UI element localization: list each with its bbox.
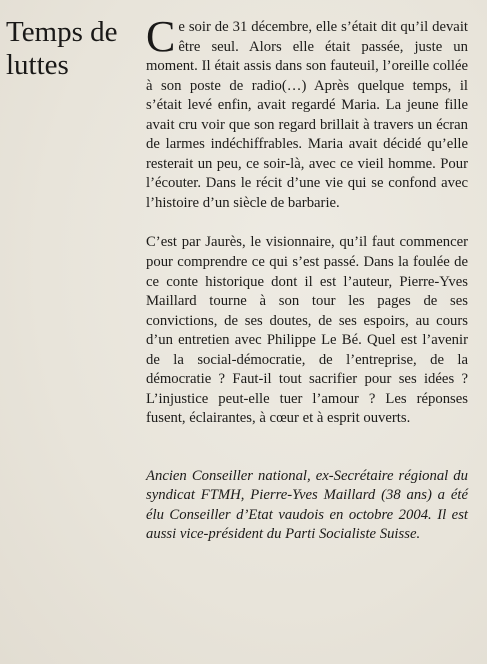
book-title: Temps de luttes — [6, 16, 118, 81]
paragraph-intro: Ce soir de 31 décembre, elle s’était dit qu’il devait être seul. Alors elle était passée, juste un moment. Il était assis dans son fauteuil, l’oreille collée à son poste de radio(…) Après quelque temps, il s’était levé enfin, avait regardé Maria. La jeune fille avait cru voir que son regard brillait à travers un écran de larmes indéchiffrables. Maria avait décidé qu’elle resterait un peu, ce soir-là, avec ce vieil homme. Pour l’écouter. Dans le récit d’une vie qui se confond avec l’histoire d’un siècle de barbarie. — [146, 12, 468, 211]
text-column — [146, 12, 468, 545]
paragraph-summary: C’est par Jaurès, le visionnaire, qu’il faut commencer pour comprendre ce qui s’est passé. Dans la foulée de ce conte historique dont il est l’auteur, Pierre-Yves Maillard tourne à son tour les pages de ses convictions, de ses doutes, de ses espoirs, au cours d’un entretien avec Philippe Le Bé. Quel est l’avenir de la social-démocratie, de l’entreprise, de la démocratie ? Faut-il tout sacrifier pour ses idées ? L’injustice peut-elle tuer l’amour ? Les réponses fusent, éclairantes, à cœur et à esprit ouverts. — [146, 234, 468, 427]
author-bio: Ancien Conseiller national, ex-Secrétaire régional du syndicat FTMH, Pierre-Yves Maillard (38 ans) a été élu Conseiller d’Etat vaudois en octobre 2004. Il est aussi vice-président du Parti Socialiste Suisse. — [146, 467, 468, 543]
paragraph-spacer — [146, 213, 468, 233]
section-spacer — [146, 429, 468, 467]
